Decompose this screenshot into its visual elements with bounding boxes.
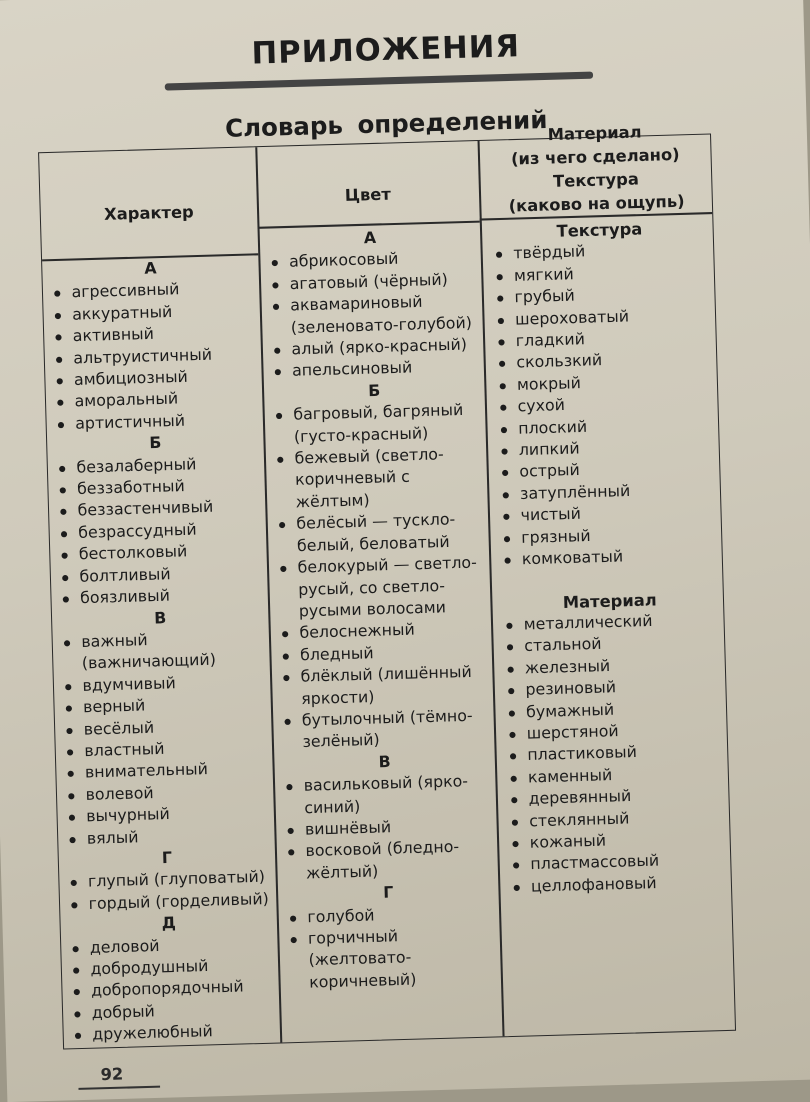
definition-item: бумажный: [499, 696, 726, 724]
definition-item: грубый: [488, 282, 715, 310]
definition-item: бежевый (светло-коричневый с жёлтым): [268, 443, 486, 515]
title-underline: [165, 71, 593, 90]
header-material-texture-line: Текстура: [552, 169, 640, 191]
definition-item: беззаботный: [50, 474, 263, 502]
definition-item: деловой: [63, 932, 276, 960]
definition-item: абрикосовый: [262, 247, 479, 275]
definition-item: блёклый (лишённый яркости): [274, 661, 491, 711]
texture-material-column: [486, 216, 731, 899]
page-number-rule: [78, 1086, 160, 1090]
definition-item: стальной: [497, 630, 724, 658]
definition-item: резиновый: [499, 674, 726, 702]
letter-heading: Г: [383, 883, 394, 903]
definition-item: горчичный (желтовато-коричневый): [281, 923, 499, 995]
letter-heading: Г: [161, 848, 173, 868]
definition-item: чистый: [494, 500, 721, 528]
definition-item: верный: [56, 692, 269, 720]
definition-item: внимательный: [58, 757, 271, 785]
definition-item: железный: [498, 652, 725, 680]
definition-item: багровый, багряный (густо-красный): [267, 399, 484, 449]
definition-item: твёрдый: [487, 238, 714, 266]
definition-item: вялый: [60, 823, 273, 851]
definition-item: мокрый: [490, 369, 717, 397]
definition-item: добрый: [65, 997, 278, 1025]
definition-item: плоский: [491, 413, 718, 441]
letter-heading: Б: [368, 381, 381, 401]
letter-heading: А: [363, 228, 377, 248]
letter-heading: Б: [149, 433, 162, 453]
definition-item: глупый (глуповатый): [61, 867, 274, 895]
definition-item: шероховатый: [488, 303, 715, 331]
definition-item: каменный: [501, 761, 728, 789]
definition-item: дружелюбный: [65, 1019, 278, 1047]
definition-item: аморальный: [48, 386, 261, 414]
definition-item: гладкий: [489, 325, 716, 353]
definition-item: бестолковый: [52, 539, 265, 567]
header-character: Характер: [103, 202, 194, 224]
header-material-texture-line: Материал: [547, 122, 642, 145]
definition-item: комковатый: [495, 544, 722, 572]
letter-heading: Д: [161, 913, 177, 933]
definition-item: скользкий: [490, 347, 717, 375]
definition-item: белокурый — светло-русый, со светло-русыми волосами: [271, 552, 489, 624]
letter-heading: В: [378, 752, 391, 772]
definition-item: стеклянный: [502, 805, 729, 833]
definition-item: восковой (бледно-жёлтый): [279, 836, 496, 886]
definition-item: артистичный: [48, 408, 261, 436]
definition-item: алый (ярко-красный): [265, 334, 482, 362]
subsection-title: Текстура: [556, 219, 643, 241]
color-column: [262, 225, 499, 995]
definition-item: властный: [58, 736, 271, 764]
definition-item: бледный: [273, 639, 490, 667]
definition-item: амбициозный: [47, 365, 260, 393]
definition-item: важный (важничающий): [55, 626, 268, 676]
definition-item: вдумчивый: [56, 670, 269, 698]
section-title: ПРИЛОЖЕНИЯ: [251, 28, 521, 72]
header-color: Цвет: [344, 184, 392, 205]
definition-item: белёсый — тускло-белый, беловатый: [270, 508, 487, 558]
definition-item: весёлый: [57, 714, 270, 742]
definition-item: аккуратный: [45, 299, 258, 327]
definition-item: безалаберный: [50, 452, 263, 480]
definition-item: болтливый: [53, 561, 266, 589]
definition-item: металлический: [497, 609, 724, 637]
header-material-texture: [477, 118, 714, 218]
definition-item: добропорядочный: [64, 976, 277, 1004]
definition-item: затуплённый: [493, 478, 720, 506]
definition-item: беззастенчивый: [51, 495, 264, 523]
definition-item: альтруистичный: [47, 343, 260, 371]
definition-item: бутылочный (тёмно-зелёный): [275, 705, 492, 755]
header-material-texture-line: (из чего сделано): [510, 144, 680, 169]
definition-item: безрассудный: [51, 517, 264, 545]
definition-item: шерстяной: [500, 718, 727, 746]
definition-item: сухой: [491, 391, 718, 419]
definition-item: активный: [46, 321, 259, 349]
definition-item: гордый (горделивый): [62, 888, 275, 916]
definition-item: кожаный: [503, 827, 730, 855]
definition-item: деревянный: [502, 783, 729, 811]
definition-item: пластмассовый: [504, 849, 731, 877]
subsection-title: Материал: [562, 589, 657, 612]
definition-item: добродушный: [64, 954, 277, 982]
definition-item: аквамариновый (зеленовато-голубой): [263, 290, 480, 340]
letter-heading: А: [144, 259, 157, 278]
definition-item: целлофановый: [504, 870, 731, 898]
definition-item: липкий: [492, 434, 719, 462]
definition-item: грязный: [494, 522, 721, 550]
definition-item: васильковый (ярко-синий): [277, 770, 494, 820]
header-material-texture-line: (каково на ощупь): [508, 191, 685, 216]
definition-item: агатовый (чёрный): [263, 268, 480, 296]
definition-item: мягкий: [487, 260, 714, 288]
definition-item: пластиковый: [501, 740, 728, 768]
letter-heading: В: [153, 608, 167, 628]
character-column: [44, 255, 278, 1047]
definition-item: апельсиновый: [265, 356, 482, 384]
definition-item: боязливый: [53, 583, 266, 611]
definition-item: агрессивный: [45, 277, 258, 305]
definition-item: вычурный: [59, 801, 272, 829]
definition-item: белоснежный: [273, 618, 490, 646]
page-number: 92: [100, 1064, 124, 1085]
definition-item: вишнёвый: [278, 814, 495, 842]
definition-item: острый: [493, 456, 720, 484]
dictionary-title: Словарь определений: [224, 105, 548, 143]
definition-item: голубой: [281, 901, 498, 929]
definition-item: волевой: [59, 779, 272, 807]
